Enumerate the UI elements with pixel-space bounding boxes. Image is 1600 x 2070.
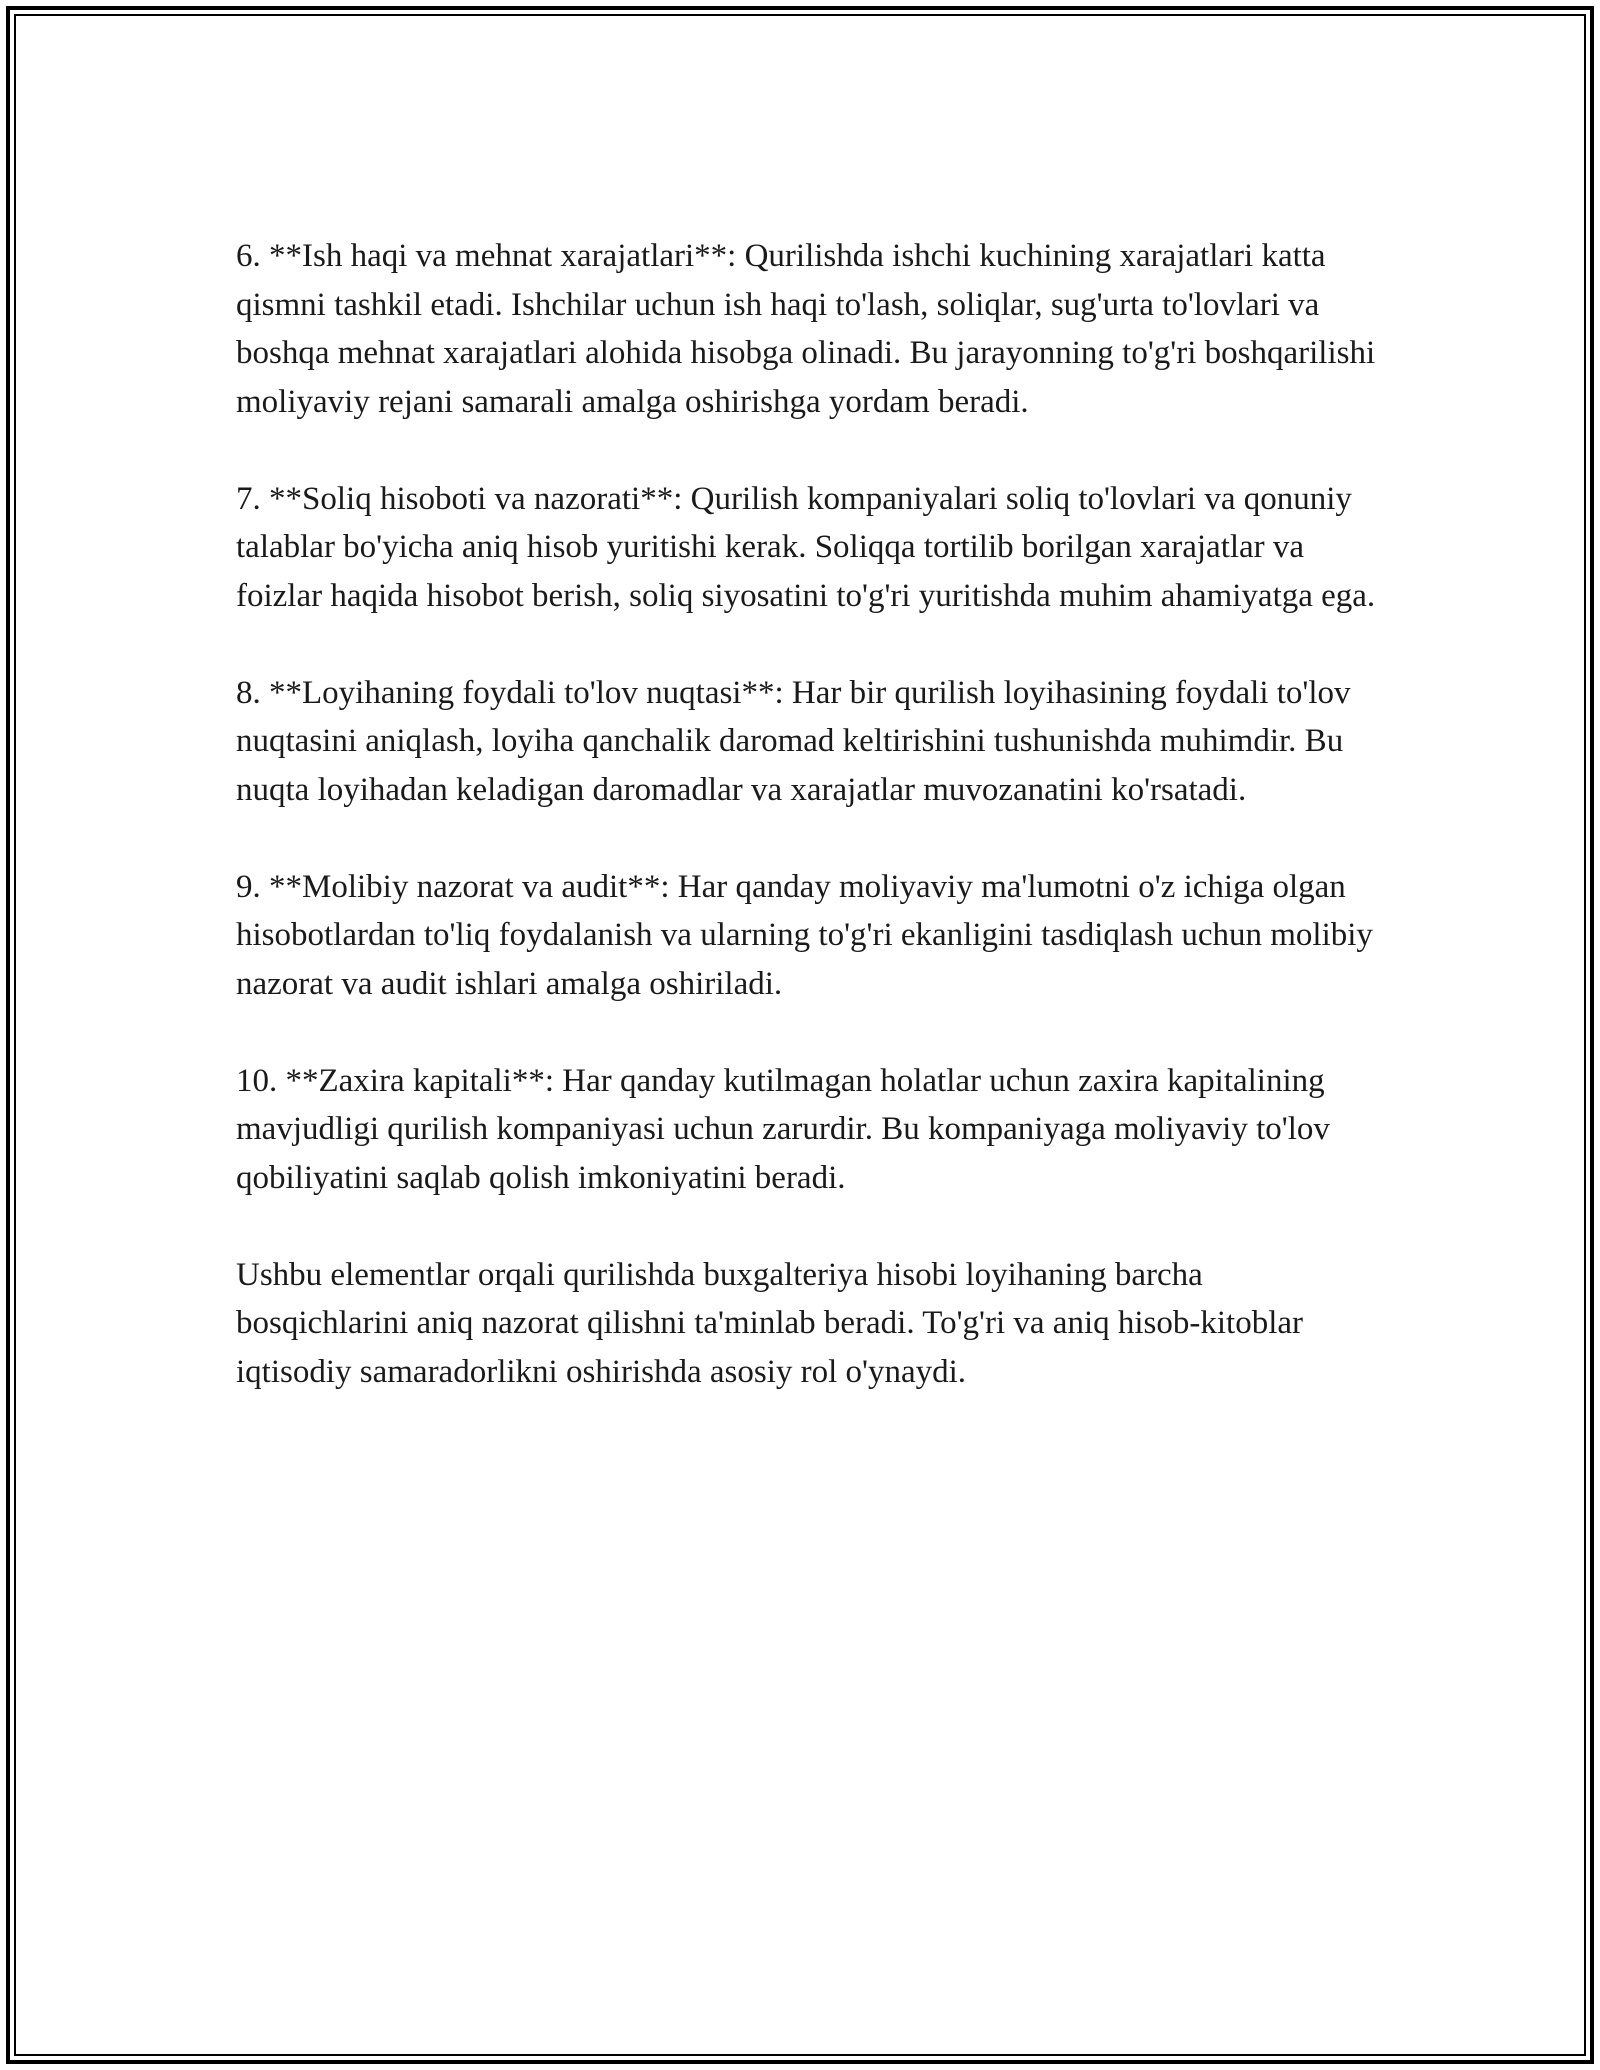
paragraph-conclusion: Ushbu elementlar orqali qurilishda buxgalteriya hisobi loyihaning barcha bosqichlarini aniq nazorat qilishni ta'minlab beradi. To'g'ri va aniq hisob-kitoblar iqtisodiy samaradorlikni oshirishda asosiy rol o'ynaydi.	[236, 1256, 1304, 1390]
document-body	[236, 232, 1376, 1445]
paragraph-item-8: 8. **Loyihaning foydali to'lov nuqtasi**: Har bir qurilish loyihasining foydali to'lov nuqtasini aniqlash, loyiha qanchalik daromad keltirishini tushunishda muhimdir. Bu nuqta loyihadan keladigan daromadlar va xarajatlar muvozanatini ko'rsatadi.	[236, 674, 1351, 808]
paragraph-item-7: 7. **Soliq hisoboti va nazorati**: Qurilish kompaniyalari soliq to'lovlari va qonuniy talablar bo'yicha aniq hisob yuritishi kerak. Soliqqa tortilib borilgan xarajatlar va foizlar haqida hisobot berish, soliq siyosatini to'g'ri yuritishda muhim ahamiyatga ega.	[236, 480, 1376, 614]
paragraph-item-6: 6. **Ish haqi va mehnat xarajatlari**: Qurilishda ishchi kuchining xarajatlari katta qismni tashkil etadi. Ishchilar uchun ish haqi to'lash, soliqlar, sug'urta to'lovlari va boshqa mehnat xarajatlari alohida hisobga olinadi. Bu jarayonning to'g'ri boshqarilishi moliyaviy rejani samarali amalga oshirishga yordam beradi.	[236, 238, 1376, 420]
paragraph-item-10: 10. **Zaxira kapitali**: Har qanday kutilmagan holatlar uchun zaxira kapitalining mavjudligi qurilish kompaniyasi uchun zarurdir. Bu kompaniyaga moliyaviy to'lov qobiliyatini saqlab qolish imkoniyatini beradi.	[236, 1062, 1330, 1196]
paragraph-item-9: 9. **Molibiy nazorat va audit**: Har qanday moliyaviy ma'lumotni o'z ichiga olgan hisobotlardan to'liq foydalanish va ularning to'g'ri ekanligini tasdiqlash uchun molibiy nazorat va audit ishlari amalga oshiriladi.	[236, 868, 1373, 1002]
